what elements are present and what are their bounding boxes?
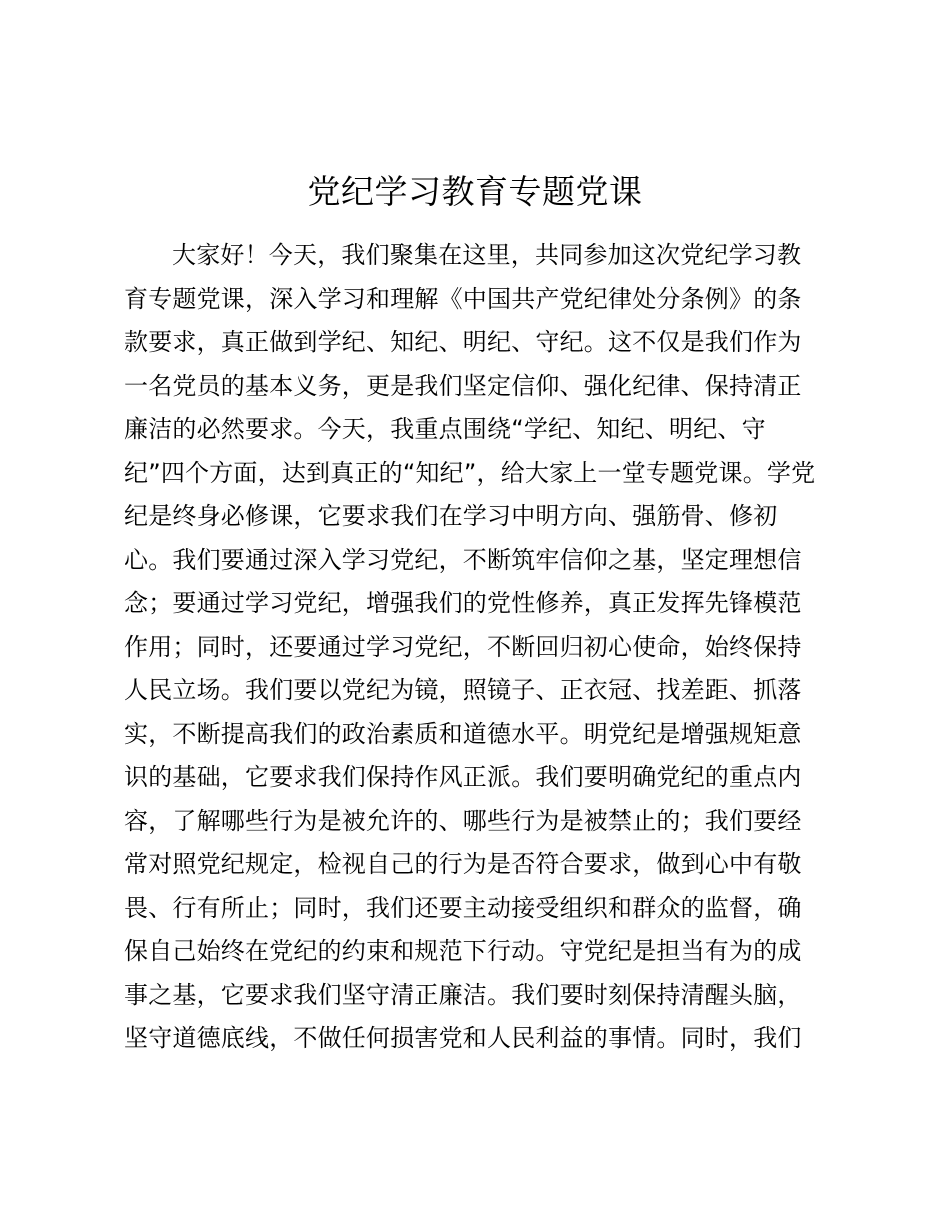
text-line: 纪是终身必修课，它要求我们在学习中明方向、强筋骨、修初 — [124, 502, 778, 530]
text-line: 识的基础，它要求我们保持作风正派。我们要明确党纪的重点内 — [124, 763, 802, 791]
text-line: 人民立场。我们要以党纪为镜，照镜子、正衣冠、找差距、抓落 — [124, 676, 802, 704]
text-line: 廉洁的必然要求。今天，我重点围绕“学纪、知纪、明纪、守 — [124, 415, 766, 443]
text-line: 纪”四个方面，达到真正的“知纪”，给大家上一堂专题党课。学党 — [124, 458, 816, 487]
text-line: 容，了解哪些行为是被允许的、哪些行为是被禁止的；我们要经 — [124, 806, 802, 835]
text-line: 实，不断提高我们的政治素质和道德水平。明党纪是增强规矩意 — [124, 719, 802, 748]
text-line: 坚守道德底线，不做任何损害党和人民利益的事情。同时，我们 — [124, 1024, 802, 1052]
text-line: 常对照党纪规定，检视自己的行为是否符合要求，做到心中有敬 — [124, 850, 802, 878]
text-line: 育专题党课，深入学习和理解《中国共产党纪律处分条例》的条 — [124, 284, 802, 313]
text-line: 大家好！今天，我们聚集在这里，共同参加这次党纪学习教 — [172, 241, 802, 269]
text-line: 心。我们要通过深入学习党纪，不断筑牢信仰之基，坚定理想信 — [124, 545, 802, 574]
text-line: 事之基，它要求我们坚守清正廉洁。我们要时刻保持清醒头脑， — [124, 980, 802, 1009]
body-paragraph — [124, 234, 844, 1061]
text-line: 作用；同时，还要通过学习党纪，不断回归初心使命，始终保持 — [124, 632, 802, 661]
text-line: 保自己始终在党纪的约束和规范下行动。守党纪是担当有为的成 — [124, 937, 802, 965]
document-title: 党纪学习教育专题党课 — [307, 172, 643, 211]
text-line: 款要求，真正做到学纪、知纪、明纪、守纪。这不仅是我们作为 — [124, 328, 802, 356]
text-line: 念；要通过学习党纪，增强我们的党性修养，真正发挥先锋模范 — [124, 589, 802, 617]
text-line: 畏、行有所止；同时，我们还要主动接受组织和群众的监督，确 — [124, 893, 802, 922]
text-line: 一名党员的基本义务，更是我们坚定信仰、强化纪律、保持清正 — [124, 371, 802, 400]
